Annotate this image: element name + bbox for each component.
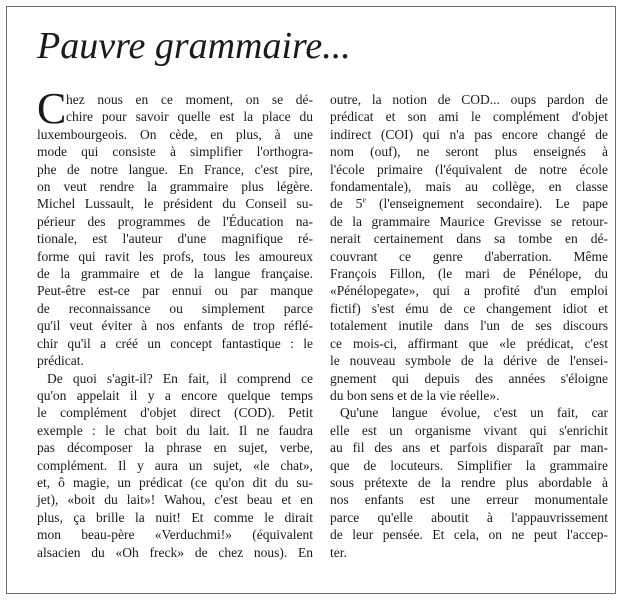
text-line: ce mois-ci, affirmant que «le prédicat, c'est	[330, 335, 608, 351]
text-line: le complément d'objet direct (COD). Petit	[37, 405, 313, 421]
text-line: du bon sens et de la vie réelle».	[330, 387, 500, 403]
text-line: de leur pensée. Et cela, on ne peut l'accep-	[330, 527, 608, 543]
text-line: gnement qui depuis des années s'éloigne	[330, 370, 608, 386]
text-line: Peut-être est-ce par ennui ou par manque	[37, 283, 313, 299]
text-line: jet), «boit du lait»! Wahou, c'est beau et en	[37, 492, 313, 508]
left-column	[37, 84, 313, 561]
text-line: Michel Lussault, le président du Conseil su-	[37, 196, 313, 212]
text-line: l'école primaire (l'équivalent de notre école	[330, 161, 608, 177]
text-line: de 5e (l'enseignement secondaire). Le pape	[330, 195, 608, 212]
text-line: tionale, est l'auteur d'une magnifique ré-	[37, 231, 313, 247]
text-line: prédicat et son ami le complément d'objet	[330, 109, 608, 125]
text-line: ter.	[330, 544, 347, 560]
text-line: outre, la notion de COD... oups pardon de	[330, 92, 608, 107]
text-line: complément. Il y aura un sujet, «le chat»,	[37, 457, 313, 473]
text-line: chire pour savoir quelle est la place du	[66, 109, 313, 125]
text-line: le nouveau symbole de la dérive de l'ensei-	[330, 353, 608, 369]
article-frame	[6, 6, 616, 594]
text-line: sous prétexte de la rendre plus abordable à	[330, 474, 608, 490]
text-line: couvrant ce genre d'aberration. Même	[330, 248, 608, 264]
text-line: Qu'une langue évolue, c'est un fait, car	[340, 405, 608, 421]
text-line: nom (ouf), ne seront plus enseignés à	[330, 144, 608, 160]
right-column	[330, 91, 608, 561]
text-line: parce qu'elle aboutit à l'appauvrissement	[330, 509, 608, 525]
text-line: totalement inutile dans l'un de ses discours	[330, 318, 608, 334]
text-line: exemple : le chat boit du lait. Il ne faudra	[37, 422, 313, 438]
text-line: pas décomposer la phrase en sujet, verbe,	[37, 440, 313, 456]
text-line: nos enfants est une erreur monumentale	[330, 492, 608, 508]
text-line: qu'il veut éviter à nos enfants de trop réflé-	[37, 318, 313, 334]
text-line: alsacien du «Oh freck» de chez nous). En	[37, 544, 313, 560]
text-line: de la grammaire Maurice Grevisse se retour-	[330, 213, 608, 229]
text-line: on veut rendre la grammaire plus légère.	[37, 179, 313, 195]
text-line: fondamentale), mais au collège, en classe	[330, 179, 608, 195]
text-line: «Pénélopegate», qui a profité d'un emploi	[330, 283, 608, 299]
text-line: que de locuteurs. Simplifier la grammaire	[330, 457, 608, 473]
text-line: de reconnaissance ou simplement parce	[37, 300, 313, 316]
text-line: luxembourgeois. On cède, en plus, à une	[37, 126, 313, 142]
article-title: Pauvre grammaire...	[37, 25, 351, 67]
text-line: phe de notre langue. En France, c'est pire,	[37, 161, 313, 177]
drop-cap: C	[37, 84, 67, 133]
text-line: indirect (COI) qui n'a pas encore changé de	[330, 126, 608, 142]
text-line: qu'on appelait il y a encore quelque temps	[37, 387, 313, 403]
text-line: mode qui consiste à simplifier l'orthogra-	[37, 144, 313, 160]
text-line: de la grammaire et de la langue française.	[37, 266, 313, 282]
text-line: hez nous en ce moment, on se dé-	[66, 92, 313, 107]
text-line: fictif) s'est ému de ce changement idiot et	[330, 300, 608, 316]
text-line: elle est un organisme vivant qui s'enrichit	[330, 422, 608, 438]
text-line: De quoi s'agit-il? En fait, il comprend ce	[47, 370, 313, 386]
text-line: mon beau-père «Verduchmi!» (équivalent	[37, 527, 313, 543]
text-line: prédicat.	[37, 353, 84, 369]
text-line: périeur des programmes de l'Éducation na-	[37, 213, 313, 229]
text-line: plus, ça brille la nuit! Et comme le dirait	[37, 509, 313, 525]
text-line: nerait certainement dans sa tombe en dé-	[330, 231, 608, 247]
text-line: forme qui ravit les profs, tous les amoureux	[37, 248, 313, 264]
text-line: François Fillon, (le mari de Pénélope, du	[330, 266, 608, 282]
text-line: au fil des ans et parfois disparaît par man-	[330, 440, 608, 456]
text-line: chir qu'il a créé un concept fantastique : le	[37, 335, 313, 351]
text-line: et, ô magie, un prédicat (ce qu'on dit du su-	[37, 474, 313, 490]
